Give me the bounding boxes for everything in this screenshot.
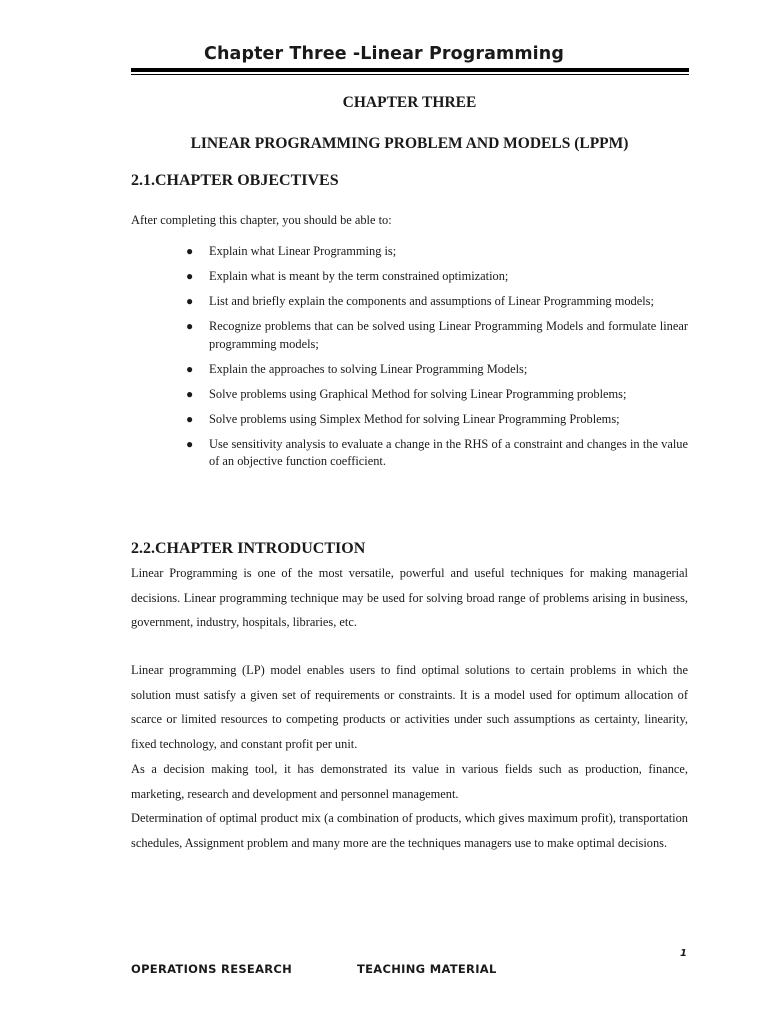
footer-right-label: TEACHING MATERIAL — [357, 962, 497, 976]
bullet-icon: ● — [186, 411, 194, 426]
chapter-title: LINEAR PROGRAMMING PROBLEM AND MODELS (LPPM) — [190, 135, 629, 152]
list-item: ● Solve problems using Simplex Method for solving Linear Programming Problems; — [186, 411, 688, 429]
objectives-intro: After completing this chapter, you should be able to: — [131, 213, 392, 227]
introduction-paragraph-1: Linear Programming is one of the most versatile, powerful and useful techniques for making managerial decisions. Linear programming technique may be used for solving broad range of problems arising in business, government, industry, hospitals, libraries, etc. — [131, 566, 688, 630]
bullet-icon: ● — [186, 361, 194, 376]
footer-left-label: OPERATIONS RESEARCH — [131, 962, 293, 976]
introduction-paragraph-3: As a decision making tool, it has demonstrated its value in various fields such as production, finance, marketing, research and development and personnel management. — [131, 762, 688, 801]
objectives-heading: 2.1.CHAPTER OBJECTIVES — [131, 172, 339, 189]
introduction-paragraph-4: Determination of optimal product mix (a combination of products, which gives maximum profit), transportation schedules, Assignment problem and many more are the techniques managers use to make optimal decisions. — [131, 811, 688, 850]
chapter-label: CHAPTER THREE — [342, 94, 477, 111]
header-rule-thin — [131, 74, 689, 75]
list-item: ● List and briefly explain the components and assumptions of Linear Programming models; — [186, 293, 688, 311]
page-number: 1 — [680, 948, 687, 959]
objectives-list — [186, 243, 688, 478]
bullet-icon: ● — [186, 386, 194, 401]
list-item: ● Explain what is meant by the term constrained optimization; — [186, 268, 688, 286]
introduction-heading: 2.2.CHAPTER INTRODUCTION — [131, 540, 366, 557]
header-rule-thick — [131, 68, 689, 72]
list-item: ● Explain what Linear Programming is; — [186, 243, 688, 261]
bullet-icon: ● — [186, 436, 194, 451]
bullet-icon: ● — [186, 319, 194, 333]
introduction-paragraph-2: Linear programming (LP) model enables users to find optimal solutions to certain problems in which the solution must satisfy a given set of requirements or constraints. It is a model used for optimum allocation of scarce or limited resources to competing products or activities under such assumptions as certainty, linearity, fixed technology, and constant profit per unit. — [131, 663, 688, 752]
list-item: ● Recognize problems that can be solved using Linear Programming Models and formulate linear programming models; — [186, 319, 688, 351]
bullet-icon: ● — [186, 244, 194, 258]
bullet-icon: ● — [186, 294, 194, 308]
list-item: ● Explain the approaches to solving Linear Programming Models; — [186, 361, 688, 379]
running-header-title: Chapter Three -Linear Programming — [204, 44, 564, 64]
list-item: ● Use sensitivity analysis to evaluate a change in the RHS of a constraint and changes in the value of an objective function coefficient. — [186, 436, 688, 468]
list-item: ● Solve problems using Graphical Method for solving Linear Programming problems; — [186, 386, 688, 404]
bullet-icon: ● — [186, 269, 194, 283]
